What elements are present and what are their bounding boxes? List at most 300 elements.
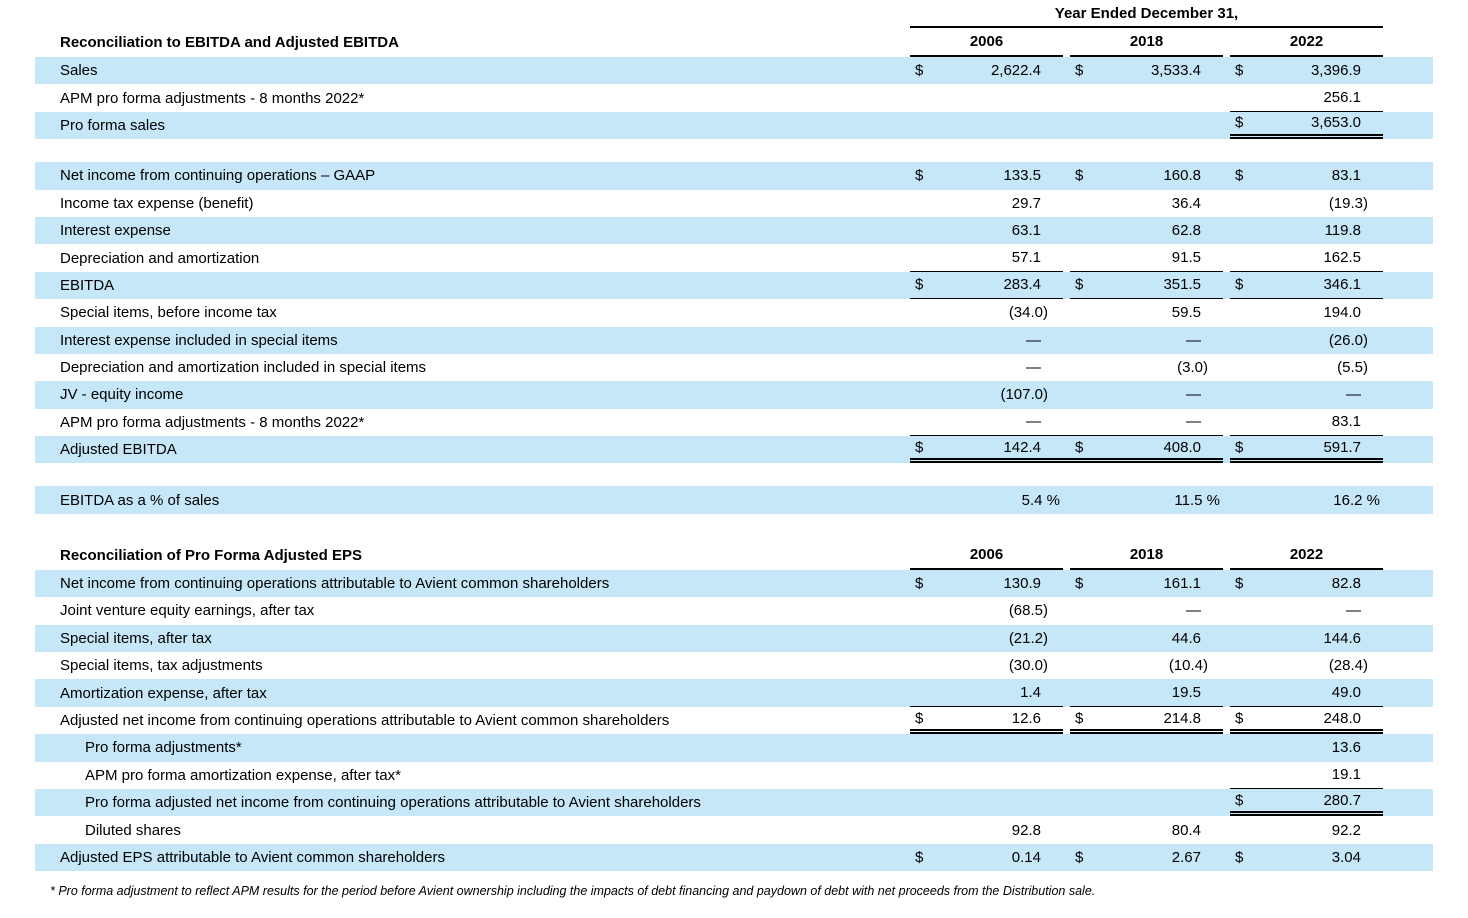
value-cell	[1230, 112, 1383, 139]
cell-value: 280.7	[1323, 791, 1361, 809]
cell-value: —	[1186, 602, 1201, 620]
value-cell	[1230, 436, 1383, 463]
cell-value: 12.6	[1011, 709, 1041, 727]
cell-value: (3.0)	[1177, 359, 1208, 377]
spacer-row	[35, 139, 1433, 162]
table-row	[35, 244, 1433, 271]
cell-value: (68.5)	[1008, 602, 1048, 620]
year-columns-1-2	[910, 541, 1223, 570]
table-row	[35, 299, 1433, 326]
cell-value: 162.5	[1323, 249, 1361, 267]
column-gap	[1223, 28, 1230, 57]
cell-value: 144.6	[1323, 629, 1361, 647]
right-margin	[1383, 707, 1433, 734]
value-cell	[1230, 762, 1383, 789]
right-margin	[1383, 354, 1433, 381]
value-cell	[1230, 844, 1383, 871]
cell-value: 160.8	[1163, 167, 1201, 185]
cell-value: 142.4	[1003, 438, 1041, 456]
value-columns-1-2	[910, 190, 1223, 217]
value-cell	[1230, 244, 1383, 271]
column-gap	[1223, 734, 1230, 761]
value-cell	[1070, 679, 1223, 706]
value-cell	[1230, 57, 1383, 84]
table-row	[35, 570, 1433, 597]
row-label: Amortization expense, after tax	[60, 684, 267, 702]
value-cell	[1230, 625, 1383, 652]
value-cell	[910, 789, 1063, 816]
table1-body	[35, 57, 1433, 514]
cell-value: 62.8	[1171, 222, 1201, 240]
column-gap	[1223, 84, 1230, 111]
cell-value: (5.5)	[1337, 359, 1368, 377]
cell-value: 49.0	[1331, 684, 1361, 702]
header-spacer	[35, 0, 910, 28]
value-columns-1-2	[910, 789, 1223, 816]
row-label: Adjusted EBITDA	[60, 441, 177, 459]
right-margin	[1383, 844, 1433, 871]
right-margin	[1383, 734, 1433, 761]
cell-value: 82.8	[1331, 575, 1361, 593]
row-label: EBITDA as a % of sales	[60, 491, 220, 509]
value-columns-1-2	[910, 244, 1223, 271]
cell-value: 19.1	[1331, 766, 1361, 784]
table1-column-header-row	[35, 28, 1433, 57]
table-row	[35, 816, 1433, 843]
column-gap	[1223, 381, 1230, 408]
value-cell	[1070, 244, 1223, 271]
cell-value: 214.8	[1163, 709, 1201, 727]
right-margin	[1383, 162, 1433, 189]
table-row	[35, 679, 1433, 706]
cell-value: 3.04	[1331, 848, 1361, 866]
value-cell	[1070, 789, 1223, 816]
value-columns-1-2	[910, 409, 1223, 436]
cell-value: 130.9	[1003, 575, 1041, 593]
value-columns-1-2	[910, 299, 1223, 326]
cell-value: 1.4	[1020, 684, 1041, 702]
cell-value: 80.4	[1171, 821, 1201, 839]
value-cell	[910, 734, 1063, 761]
value-cell	[1070, 57, 1223, 84]
right-margin	[1383, 272, 1433, 299]
table-row	[35, 486, 1433, 513]
year-header-2018: 2018	[1070, 541, 1223, 570]
column-gap	[1223, 217, 1230, 244]
value-cell	[910, 486, 1063, 513]
cell-value: 13.6	[1331, 739, 1361, 757]
value-cell	[1070, 570, 1223, 597]
cell-value: (10.4)	[1168, 657, 1208, 675]
column-gap	[1223, 436, 1230, 463]
value-cell	[1230, 272, 1383, 299]
value-columns-1-2	[910, 112, 1223, 139]
cell-value: 194.0	[1323, 304, 1361, 322]
right-margin	[1383, 28, 1433, 57]
cell-value: (19.3)	[1328, 194, 1368, 212]
value-columns-1-2	[910, 734, 1223, 761]
value-cell	[1230, 84, 1383, 111]
year-columns-1-2	[910, 28, 1223, 57]
column-gap	[1223, 244, 1230, 271]
row-label: Interest expense	[60, 222, 171, 240]
right-margin	[1383, 299, 1433, 326]
value-cell	[1230, 597, 1383, 624]
table-row	[35, 190, 1433, 217]
cell-value: (21.2)	[1008, 629, 1048, 647]
value-cell	[910, 597, 1063, 624]
value-cell	[1070, 625, 1223, 652]
table-row	[35, 217, 1433, 244]
value-cell	[910, 625, 1063, 652]
currency-symbol: $	[915, 167, 924, 185]
column-gap	[1223, 816, 1230, 843]
cell-value: 256.1	[1323, 89, 1361, 107]
cell-value: 3,396.9	[1310, 62, 1361, 80]
value-columns-1-2	[910, 486, 1223, 513]
cell-value: 59.5	[1171, 304, 1201, 322]
column-gap	[1223, 570, 1230, 597]
cell-value: (26.0)	[1328, 331, 1368, 349]
value-cell	[1070, 84, 1223, 111]
value-cell	[1070, 112, 1223, 139]
cell-value: (28.4)	[1328, 657, 1368, 675]
cell-value: 161.1	[1163, 575, 1201, 593]
cell-value: 44.6	[1171, 629, 1201, 647]
right-margin	[1383, 112, 1433, 139]
table-row	[35, 327, 1433, 354]
value-cell	[1070, 652, 1223, 679]
cell-value: 283.4	[1003, 276, 1041, 294]
currency-symbol: $	[1075, 438, 1084, 456]
table-row	[35, 789, 1433, 816]
table-row	[35, 625, 1433, 652]
right-margin	[1383, 679, 1433, 706]
cell-value: —	[1026, 359, 1041, 377]
cell-value: 91.5	[1171, 249, 1201, 267]
value-columns-1-2	[910, 272, 1223, 299]
right-margin	[1383, 570, 1433, 597]
right-margin	[1383, 57, 1433, 84]
value-columns-1-2	[910, 217, 1223, 244]
right-margin	[1383, 541, 1433, 570]
year-header-2018: 2018	[1070, 28, 1223, 57]
column-gap	[1223, 409, 1230, 436]
value-cell	[1230, 409, 1383, 436]
value-cell	[910, 299, 1063, 326]
table-row	[35, 436, 1433, 463]
table-row	[35, 354, 1433, 381]
currency-symbol: $	[1235, 167, 1244, 185]
row-label: Special items, after tax	[60, 629, 212, 647]
table-row	[35, 272, 1433, 299]
cell-value: (107.0)	[1000, 386, 1048, 404]
row-label: Depreciation and amortization included in special items	[60, 359, 427, 377]
value-cell	[910, 162, 1063, 189]
row-label: Special items, before income tax	[60, 304, 277, 322]
currency-symbol: $	[1075, 276, 1084, 294]
column-gap	[1223, 597, 1230, 624]
cell-value: 11.5 %	[1174, 491, 1220, 509]
cell-value: 3,533.4	[1150, 62, 1201, 80]
currency-symbol: $	[915, 575, 924, 593]
cell-value: 57.1	[1011, 249, 1041, 267]
right-margin	[1383, 816, 1433, 843]
cell-value: 19.5	[1171, 684, 1201, 702]
cell-value: —	[1186, 413, 1201, 431]
year-header-2022: 2022	[1230, 28, 1383, 57]
column-gap	[1223, 789, 1230, 816]
row-label: Net income from continuing operations attributable to Avient common shareholders	[60, 575, 610, 593]
year-header-2006: 2006	[910, 541, 1063, 570]
column-gap	[1223, 541, 1230, 570]
value-columns-1-2	[910, 762, 1223, 789]
currency-symbol: $	[1235, 276, 1244, 294]
value-cell	[910, 272, 1063, 299]
column-gap	[1223, 272, 1230, 299]
right-margin	[1383, 436, 1433, 463]
table2-body	[35, 570, 1433, 871]
value-cell	[1230, 486, 1383, 513]
value-columns-1-2	[910, 84, 1223, 111]
cell-value: 351.5	[1163, 276, 1201, 294]
value-columns-1-2	[910, 679, 1223, 706]
right-margin	[1383, 789, 1433, 816]
currency-symbol: $	[1235, 848, 1244, 866]
right-margin	[1383, 0, 1433, 28]
row-label: APM pro forma amortization expense, after tax*	[85, 766, 401, 784]
cell-value: —	[1186, 386, 1201, 404]
cell-value: (30.0)	[1008, 657, 1048, 675]
value-columns-1-2	[910, 652, 1223, 679]
currency-symbol: $	[1235, 62, 1244, 80]
row-label: Pro forma sales	[60, 116, 166, 134]
value-cell	[910, 679, 1063, 706]
table-row	[35, 652, 1433, 679]
value-cell	[910, 112, 1063, 139]
table-row	[35, 734, 1433, 761]
row-label: Interest expense included in special items	[60, 331, 338, 349]
value-cell	[1230, 190, 1383, 217]
value-cell	[1070, 272, 1223, 299]
cell-value: 92.2	[1331, 821, 1361, 839]
currency-symbol: $	[1235, 438, 1244, 456]
currency-symbol: $	[1235, 575, 1244, 593]
currency-symbol: $	[915, 709, 924, 727]
cell-value: 133.5	[1003, 167, 1041, 185]
cell-value: 83.1	[1331, 167, 1361, 185]
value-columns-1-2	[910, 625, 1223, 652]
row-label: Pro forma adjusted net income from continuing operations attributable to Avient shareholders	[85, 794, 701, 812]
cell-value: 591.7	[1323, 438, 1361, 456]
currency-symbol: $	[1075, 848, 1084, 866]
row-label: APM pro forma adjustments - 8 months 2022*	[60, 89, 365, 107]
value-cell	[1230, 327, 1383, 354]
column-gap	[1223, 190, 1230, 217]
currency-symbol: $	[1075, 575, 1084, 593]
value-cell	[1070, 816, 1223, 843]
column-gap	[1223, 327, 1230, 354]
right-margin	[1383, 84, 1433, 111]
value-columns-1-2	[910, 597, 1223, 624]
value-cell	[910, 652, 1063, 679]
currency-symbol: $	[1235, 114, 1244, 132]
column-gap	[1223, 625, 1230, 652]
cell-value: 63.1	[1011, 222, 1041, 240]
cell-value: 5.4 %	[1021, 491, 1060, 509]
cell-value: —	[1346, 602, 1361, 620]
value-cell	[1070, 486, 1223, 513]
cell-value: 16.2 %	[1333, 491, 1380, 509]
value-columns-1-2	[910, 57, 1223, 84]
value-cell	[910, 354, 1063, 381]
value-cell	[1070, 190, 1223, 217]
cell-value: 36.4	[1171, 194, 1201, 212]
cell-value: —	[1026, 331, 1041, 349]
value-cell	[1230, 652, 1383, 679]
value-cell	[910, 844, 1063, 871]
currency-symbol: $	[1235, 709, 1244, 727]
value-columns-1-2	[910, 436, 1223, 463]
row-label: JV - equity income	[60, 386, 184, 404]
value-columns-1-2	[910, 570, 1223, 597]
value-cell	[910, 762, 1063, 789]
row-label: Special items, tax adjustments	[60, 657, 263, 675]
cell-value: —	[1346, 386, 1361, 404]
right-margin	[1383, 381, 1433, 408]
column-gap	[1223, 707, 1230, 734]
value-cell	[1070, 162, 1223, 189]
table-row	[35, 381, 1433, 408]
column-gap	[1223, 354, 1230, 381]
cell-value: 248.0	[1323, 709, 1361, 727]
spacer-row	[35, 463, 1433, 486]
cell-value: —	[1186, 331, 1201, 349]
table-row	[35, 597, 1433, 624]
column-gap	[1223, 679, 1230, 706]
row-label: Net income from continuing operations – GAAP	[60, 167, 376, 185]
value-columns-1-2	[910, 162, 1223, 189]
cell-value: 119.8	[1324, 222, 1361, 240]
row-label: Income tax expense (benefit)	[60, 194, 254, 212]
value-cell	[1070, 844, 1223, 871]
value-cell	[910, 381, 1063, 408]
value-cell	[1230, 816, 1383, 843]
cell-value: 346.1	[1323, 276, 1361, 294]
value-cell	[910, 57, 1063, 84]
year-ended-header-row	[35, 0, 1433, 28]
currency-symbol: $	[915, 276, 924, 294]
row-label: Adjusted net income from continuing operations attributable to Avient common shareholders	[60, 712, 670, 729]
right-margin	[1383, 217, 1433, 244]
value-cell	[1070, 436, 1223, 458]
table-row	[35, 57, 1433, 84]
cell-value: 2.67	[1171, 848, 1201, 866]
value-cell	[1070, 217, 1223, 244]
table-row	[35, 844, 1433, 871]
value-cell	[1070, 597, 1223, 624]
value-cell	[1070, 409, 1223, 435]
cell-value: 83.1	[1331, 413, 1361, 431]
right-margin	[1383, 597, 1433, 624]
value-cell	[910, 570, 1063, 597]
value-cell	[1070, 707, 1223, 734]
cell-value: 0.14	[1011, 848, 1041, 866]
table-row	[35, 409, 1433, 436]
value-cell	[1230, 354, 1383, 381]
value-columns-1-2	[910, 381, 1223, 408]
table2-title: Reconciliation of Pro Forma Adjusted EPS	[60, 546, 362, 564]
value-cell	[910, 816, 1063, 843]
value-cell	[1230, 570, 1383, 597]
value-columns-1-2	[910, 844, 1223, 871]
column-gap	[1223, 299, 1230, 326]
currency-symbol: $	[1075, 709, 1084, 727]
cell-value: 2,622.4	[990, 62, 1041, 80]
value-cell	[1230, 679, 1383, 706]
eps-reconciliation-table	[35, 541, 1433, 871]
row-label: EBITDA	[60, 276, 115, 294]
value-cell	[1230, 381, 1383, 408]
cell-value: —	[1026, 413, 1041, 431]
value-cell	[1070, 762, 1223, 789]
right-margin	[1383, 762, 1433, 789]
currency-symbol: $	[1075, 167, 1084, 185]
right-margin	[1383, 486, 1433, 513]
value-cell	[910, 436, 1063, 458]
value-cell	[1230, 162, 1383, 189]
value-cell	[1070, 354, 1223, 381]
row-label: Joint venture equity earnings, after tax	[60, 602, 315, 620]
value-cell	[910, 190, 1063, 217]
value-cell	[1070, 734, 1223, 761]
row-label: APM pro forma adjustments - 8 months 2022*	[60, 413, 365, 431]
value-cell	[910, 409, 1063, 435]
row-label: Adjusted EPS attributable to Avient common shareholders	[60, 848, 445, 866]
currency-symbol: $	[1235, 791, 1244, 809]
value-cell	[910, 327, 1063, 354]
value-columns-1-2	[910, 816, 1223, 843]
right-margin	[1383, 327, 1433, 354]
value-cell	[1230, 299, 1383, 326]
column-gap	[1223, 486, 1230, 513]
cell-value: 29.7	[1011, 194, 1041, 212]
table2-column-header-row	[35, 541, 1433, 570]
table-row	[35, 112, 1433, 139]
row-label: Sales	[60, 62, 98, 80]
currency-symbol: $	[915, 438, 924, 456]
row-label: Pro forma adjustments*	[85, 739, 242, 757]
column-gap	[1223, 57, 1230, 84]
row-label: Depreciation and amortization	[60, 249, 260, 267]
value-cell	[910, 84, 1063, 111]
value-columns-1-2	[910, 354, 1223, 381]
value-cell	[1230, 734, 1383, 761]
row-label: Diluted shares	[85, 821, 181, 839]
value-columns-1-2	[910, 327, 1223, 354]
currency-symbol: $	[915, 62, 924, 80]
right-margin	[1383, 190, 1433, 217]
right-margin	[1383, 409, 1433, 436]
value-columns-1-2	[910, 707, 1223, 734]
column-gap	[1223, 112, 1230, 139]
value-cell	[910, 244, 1063, 271]
currency-symbol: $	[1075, 62, 1084, 80]
value-cell	[1230, 789, 1383, 816]
value-cell	[1070, 327, 1223, 354]
table-row	[35, 162, 1433, 189]
table-row	[35, 84, 1433, 111]
